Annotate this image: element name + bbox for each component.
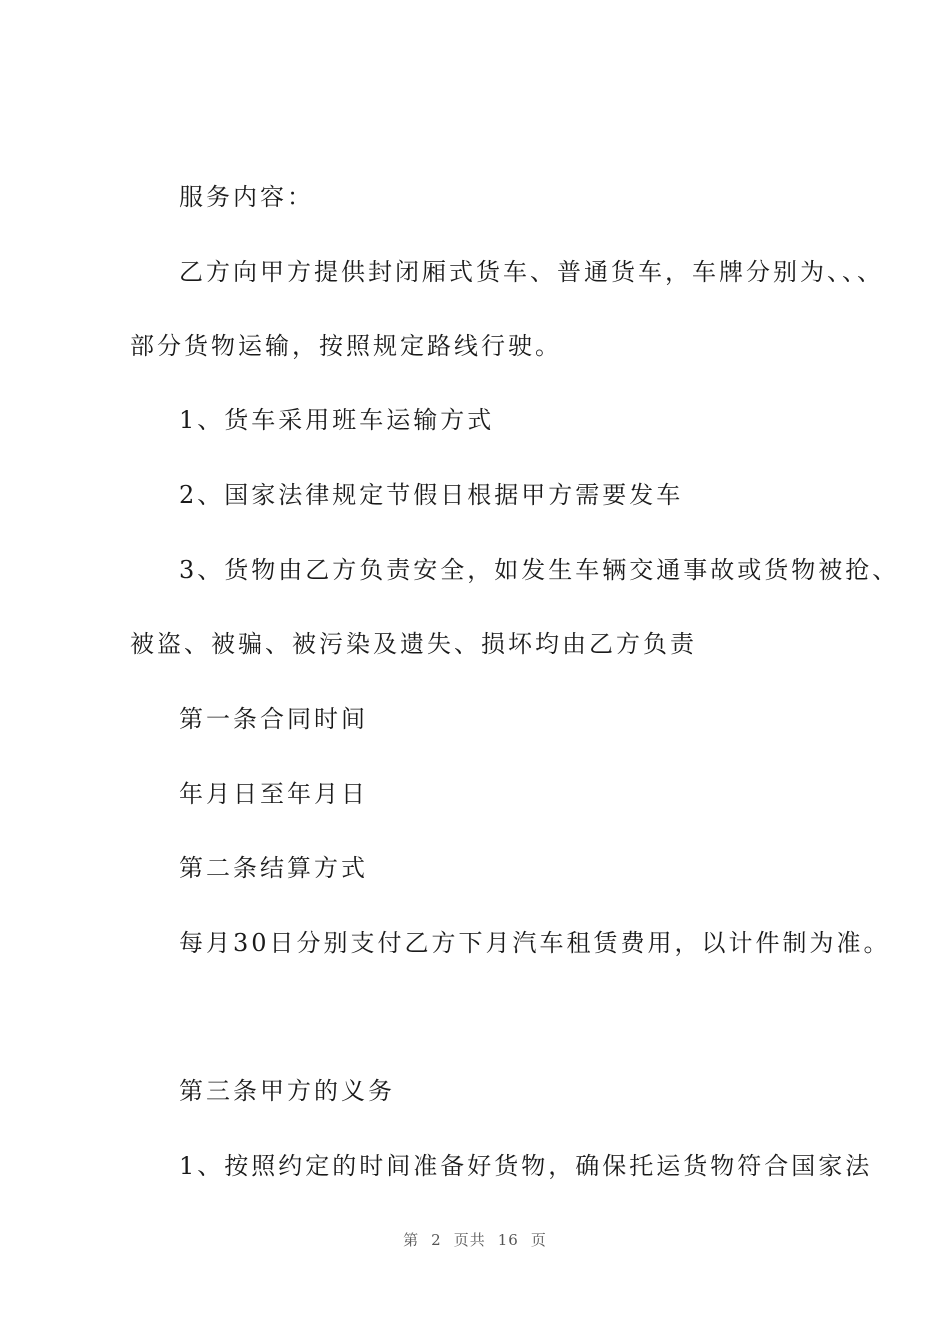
footer-total-pages: 16 — [497, 1231, 519, 1249]
article-heading: 第一条合同时间 — [179, 705, 368, 733]
list-item: 1、按照约定的时间准备好货物，确保托运货物符合国家法 — [179, 1152, 873, 1180]
page-footer — [0, 1228, 950, 1252]
article-heading: 第二条结算方式 — [179, 854, 368, 882]
paragraph-line: 每月30日分别支付乙方下月汽车租赁费用，以计件制为准。 — [179, 929, 891, 957]
article-heading: 第三条甲方的义务 — [179, 1077, 395, 1105]
section-heading-service-content: 服务内容： — [179, 183, 314, 211]
paragraph-line: 年月日至年月日 — [179, 780, 368, 808]
paragraph-line: 乙方向甲方提供封闭厢式货车、普通货车，车牌分别为、、、 — [179, 258, 884, 286]
paragraph-line: 部分货物运输，按照规定路线行驶。 — [130, 332, 562, 360]
list-item: 1、货车采用班车运输方式 — [179, 406, 495, 434]
footer-prefix: 第 — [403, 1231, 420, 1249]
list-item: 3、货物由乙方负责安全，如发生车辆交通事故或货物被抢、 — [179, 556, 900, 584]
footer-page-number: 2 — [431, 1231, 442, 1249]
paragraph-line: 被盗、被骗、被污染及遗失、损坏均由乙方负责 — [130, 630, 697, 658]
footer-suffix: 页 — [530, 1231, 547, 1249]
footer-middle: 页共 — [453, 1231, 486, 1249]
list-item: 2、国家法律规定节假日根据甲方需要发车 — [179, 481, 684, 509]
